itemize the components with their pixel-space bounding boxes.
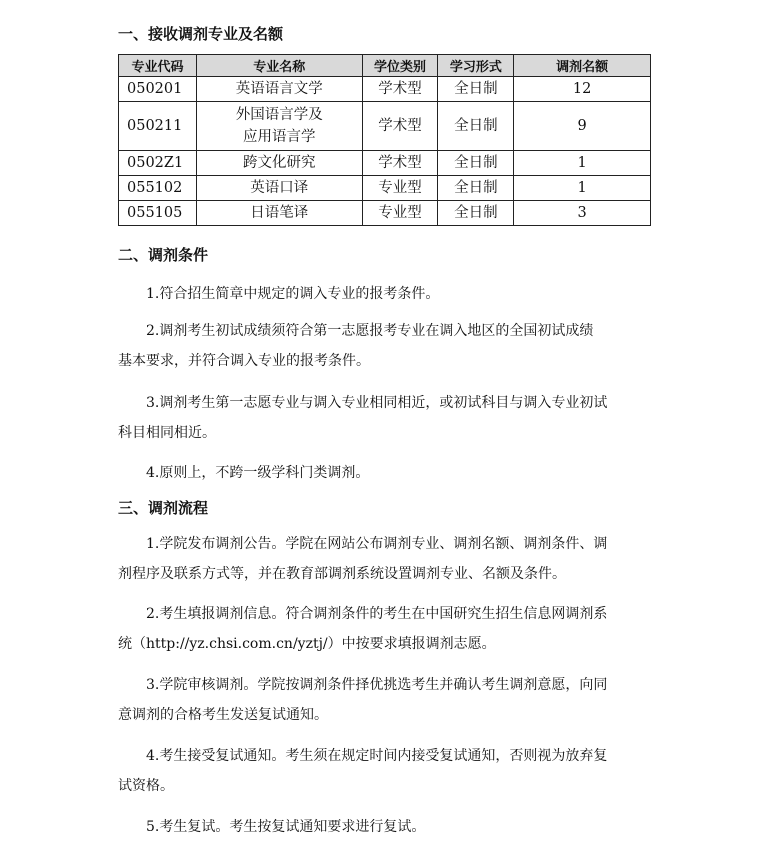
process-item — [118, 599, 658, 659]
header-quota: 调剂名额 — [514, 55, 651, 77]
header-name: 专业名称 — [196, 55, 362, 77]
paragraph-line: 3.学院审核调剂。学院按调剂条件择优挑选考生并确认考生调剂意愿，向同 — [146, 677, 608, 693]
paragraph-line: 2.考生填报调剂信息。符合调剂条件的考生在中国研究生招生信息网调剂系 — [146, 606, 608, 622]
degree-type: 学术型 — [362, 102, 438, 151]
major-code: 050211 — [119, 102, 197, 151]
paragraph-line: 剂程序及联系方式等，并在教育部调剂系统设置调剂专业、名额及条件。 — [118, 566, 566, 582]
paragraph-line: 3.调剂考生第一志愿专业与调入专业相同相近，或初试科目与调入专业初试 — [146, 395, 608, 411]
paragraph-line: 试资格。 — [118, 778, 174, 794]
study-form: 全日制 — [438, 151, 514, 176]
quota-value: 12 — [514, 77, 651, 102]
paragraph-line: 基本要求，并符合调入专业的报考条件。 — [118, 353, 370, 369]
degree-type: 专业型 — [362, 176, 438, 201]
process-item — [118, 670, 658, 730]
table-row — [119, 151, 651, 176]
major-code: 050201 — [119, 77, 197, 102]
study-form: 全日制 — [438, 102, 514, 151]
quota-value: 1 — [514, 151, 651, 176]
major-name — [196, 102, 362, 151]
process-item — [118, 741, 658, 801]
major-name-line: 应用语言学 — [243, 129, 316, 145]
section3-heading: 三、调剂流程 — [118, 499, 209, 517]
degree-type: 专业型 — [362, 201, 438, 226]
major-code: 055102 — [119, 176, 197, 201]
study-form: 全日制 — [438, 201, 514, 226]
paragraph-line: 5.考生复试。考生按复试通知要求进行复试。 — [146, 819, 426, 835]
study-form: 全日制 — [438, 77, 514, 102]
quota-value: 9 — [514, 102, 651, 151]
study-form: 全日制 — [438, 176, 514, 201]
section1-heading: 一、接收调剂专业及名额 — [118, 25, 284, 43]
condition-item — [118, 279, 658, 309]
header-code: 专业代码 — [119, 55, 197, 77]
major-name-line: 英语口译 — [250, 180, 309, 196]
major-name — [196, 77, 362, 102]
major-name-line: 跨文化研究 — [243, 155, 316, 171]
process-item — [118, 529, 658, 589]
major-code: 0502Z1 — [119, 151, 197, 176]
major-name-line: 英语语言文学 — [235, 81, 323, 97]
major-name-line: 外国语言学及 — [235, 107, 323, 123]
paragraph-line: 意调剂的合格考生发送复试通知。 — [118, 707, 328, 723]
paragraph-line: 科目相同相近。 — [118, 425, 216, 441]
major-name — [196, 201, 362, 226]
paragraph-line: 2.调剂考生初试成绩须符合第一志愿报考专业在调入地区的全国初试成绩 — [146, 323, 594, 339]
section2-heading: 二、调剂条件 — [118, 246, 209, 264]
major-name — [196, 176, 362, 201]
major-code: 055105 — [119, 201, 197, 226]
major-name — [196, 151, 362, 176]
table-row — [119, 176, 651, 201]
header-form: 学习形式 — [438, 55, 514, 77]
degree-type: 学术型 — [362, 151, 438, 176]
table-row — [119, 102, 651, 151]
table-header-row — [119, 55, 651, 77]
paragraph-line: 统（http://yz.chsi.com.cn/yztj/）中按要求填报调剂志愿。 — [118, 636, 496, 652]
process-item — [118, 812, 658, 842]
table-row — [119, 77, 651, 102]
condition-item — [118, 316, 658, 376]
condition-item — [118, 458, 658, 488]
paragraph-line: 1.符合招生简章中规定的调入专业的报考条件。 — [146, 286, 440, 302]
quota-value: 1 — [514, 176, 651, 201]
quota-value: 3 — [514, 201, 651, 226]
table-row — [119, 201, 651, 226]
header-type: 学位类别 — [362, 55, 438, 77]
condition-item — [118, 388, 658, 448]
major-name-line: 日语笔译 — [250, 205, 309, 221]
paragraph-line: 1.学院发布调剂公告。学院在网站公布调剂专业、调剂名额、调剂条件、调 — [146, 536, 608, 552]
quota-table — [118, 54, 651, 226]
degree-type: 学术型 — [362, 77, 438, 102]
paragraph-line: 4.原则上，不跨一级学科门类调剂。 — [146, 465, 370, 481]
paragraph-line: 4.考生接受复试通知。考生须在规定时间内接受复试通知，否则视为放弃复 — [146, 748, 608, 764]
